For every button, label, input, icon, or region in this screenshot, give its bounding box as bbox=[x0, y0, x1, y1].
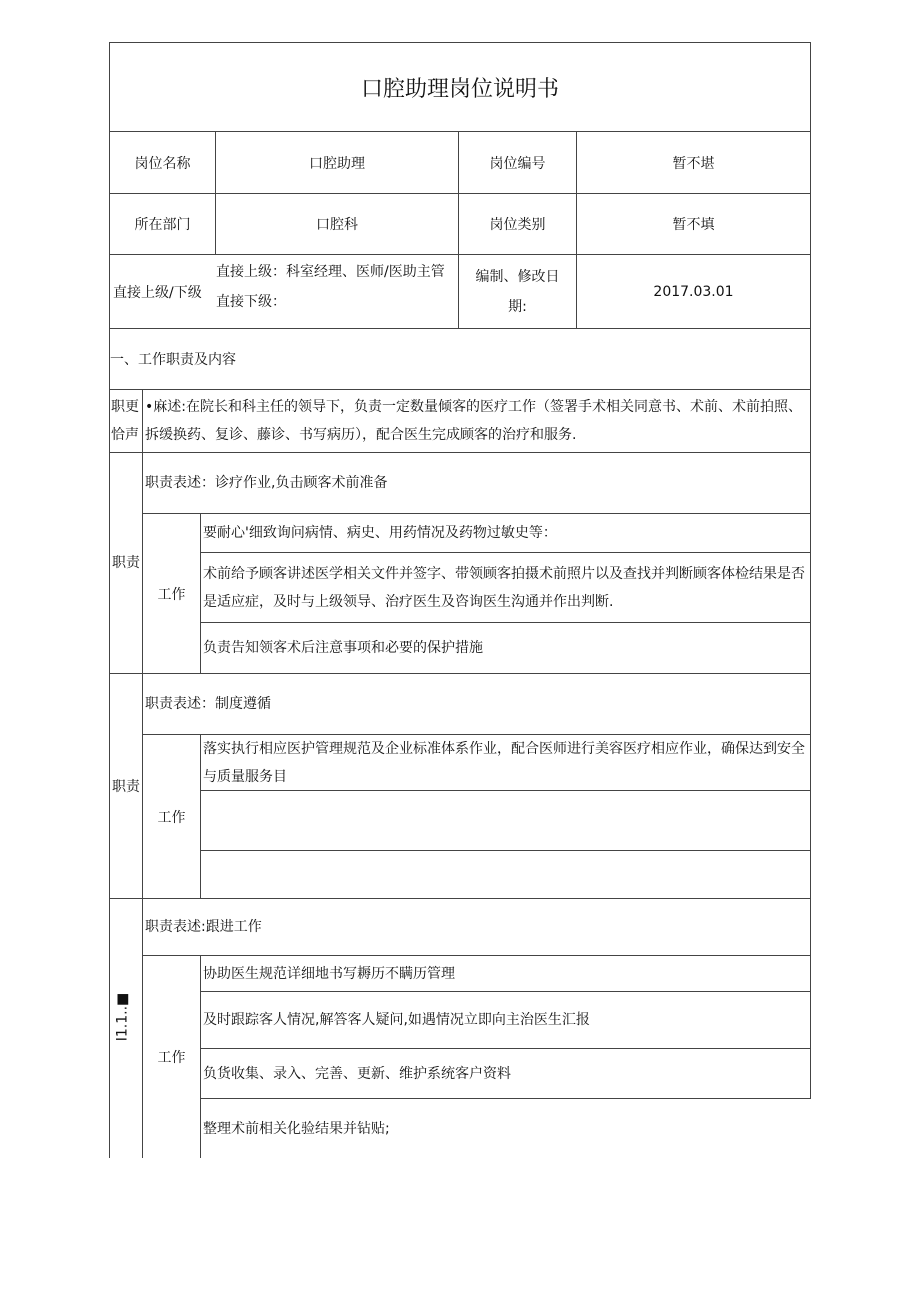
block-3-label: I1.1..■ bbox=[114, 992, 131, 1042]
block-2-item-empty bbox=[200, 790, 811, 851]
date-label: 编制、修改日期: bbox=[458, 254, 577, 329]
block-1-item: 术前给予顾客讲述医学相关文件并签字、带领顾客拍摄术前照片以及查找并判断顾客体检结果是否是适应症，及时与上级领导、治疗医生及咨询医生沟通并作出判断. bbox=[200, 552, 811, 623]
position-name-label: 岗位名称 bbox=[109, 131, 216, 194]
block-3-item: 及时跟踪客人情况,解答客人疑问,如遇情况立即向主治医生汇报 bbox=[200, 991, 811, 1049]
summary-text: •麻述:在院长和科主任的领导下，负责一定数量倾客的医疗工作（签署手术相关同意书、术前、术前拍照、拆缓换药、复诊、藤诊、书写病历），配合医生完成顾客的治疗和服务. bbox=[142, 389, 811, 453]
block-1-work-label: 工作 bbox=[142, 513, 201, 674]
superior-value-cell bbox=[213, 254, 459, 329]
block-1-item: 负责告知领客术后注意事项和必要的保护措施 bbox=[200, 622, 811, 674]
block-2-item-empty bbox=[200, 850, 811, 899]
block-2-label: 职责 bbox=[109, 673, 143, 899]
superior-value: 直接上级：科室经理、医师/医助主管 bbox=[216, 264, 445, 280]
date-value: 2017.03.01 bbox=[576, 254, 811, 329]
block-3-desc: 职责表述:跟进工作 bbox=[142, 898, 811, 956]
block-2-work-label: 工作 bbox=[142, 734, 201, 899]
block-2-desc: 职责表述：制度遵循 bbox=[142, 673, 811, 735]
block-3-item: 整理术前相关化验结果并钻贴; bbox=[200, 1098, 811, 1158]
block-3-work-label: 工作 bbox=[142, 955, 201, 1158]
department-label: 所在部门 bbox=[109, 193, 216, 255]
section-title: 一、工作职责及内容 bbox=[109, 328, 811, 390]
block-2-item: 落实执行相应医护管理规范及企业标准体系作业，配合医师进行美容医疗相应作业，确保达到安全与质量服务目 bbox=[200, 734, 811, 791]
block-3-item: 协助医生规范详细地书写耨历不瞒历管理 bbox=[200, 955, 811, 992]
position-type-value: 暂不填 bbox=[576, 193, 811, 255]
block-3-item: 负货收集、录入、完善、更新、维护系统客户资料 bbox=[200, 1048, 811, 1099]
subordinate-value: 直接下级： bbox=[216, 294, 286, 310]
block-1-desc: 职责表述：诊疗作业,负击顾客术前准备 bbox=[142, 452, 811, 514]
block-3-label-cell bbox=[109, 898, 143, 1158]
position-code-value: 暂不堪 bbox=[576, 131, 811, 194]
block-1-label: 职责 bbox=[109, 452, 143, 674]
position-code-label: 岗位编号 bbox=[458, 131, 577, 194]
summary-label: 职更恰声 bbox=[109, 389, 143, 453]
document-title: 口腔助理岗位说明书 bbox=[109, 42, 811, 132]
position-name-value: 口腔助理 bbox=[215, 131, 459, 194]
position-type-label: 岗位类别 bbox=[458, 193, 577, 255]
superior-label: 直接上级/下级 bbox=[109, 254, 216, 329]
block-1-item: 要耐心'细致询问病情、病史、用药情况及药物过敏史等： bbox=[200, 513, 811, 553]
department-value: 口腔科 bbox=[215, 193, 459, 255]
